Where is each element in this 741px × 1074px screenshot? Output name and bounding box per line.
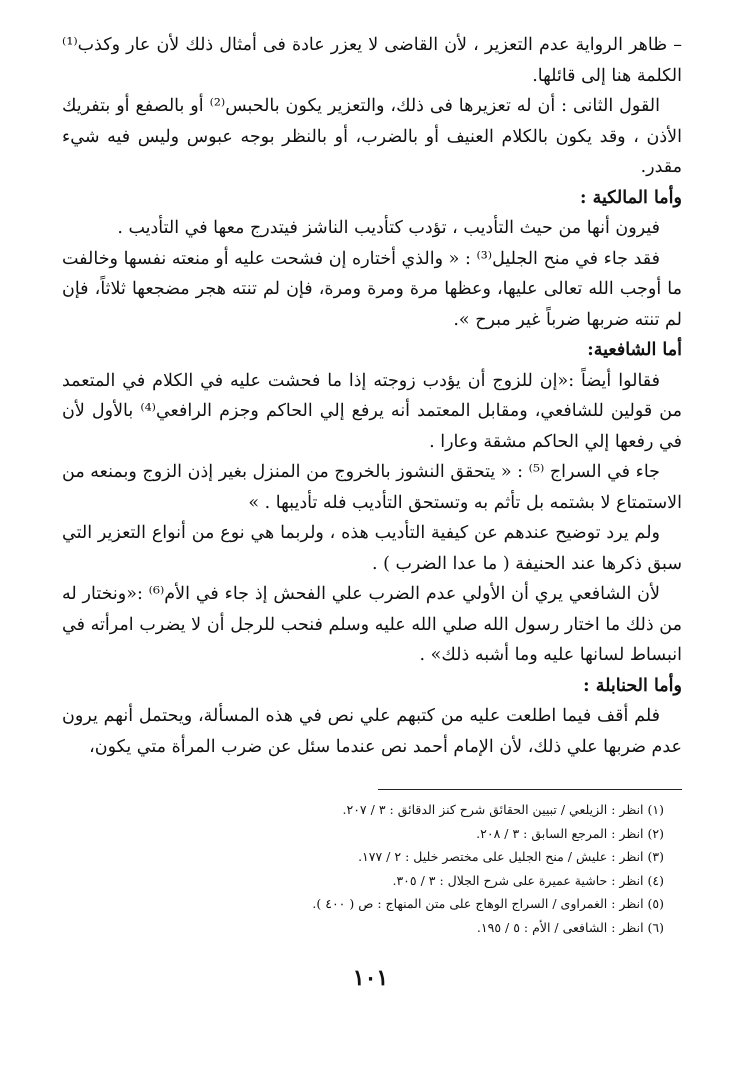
paragraph-1: – ظاهر الرواية عدم التعزير ، لأن القاضى لا يعزر عادة فى أمثال ذلك لأن عار وكذب⁽¹⁾ الكلمة هنا إلى قائلها. bbox=[62, 35, 682, 86]
paragraph-3: فيرون أنها من حيث التأديب ، تؤدب كتأديب الناشز فيتدرج معها في التأديب . bbox=[117, 218, 660, 238]
footnote-divider bbox=[378, 789, 682, 790]
paragraph-6: جاء في السراج ⁽⁵⁾ : « يتحقق النشوز بالخروج من المنزل بغير إذن الزوج وبمنعه من الاستمتاع لا بشتمه بل تأثم به وتستحق التأديب فله تأديبها . » bbox=[62, 462, 682, 513]
page-body bbox=[62, 30, 682, 762]
paragraph-9: فلم أقف فيما اطلعت عليه من كتبهم علي نص في هذه المسألة، ويحتمل أنهم يرون عدم ضربها علي ذلك، لأن الإمام أحمد نص عندما سئل عن ضرب المرأة متي يكون، bbox=[62, 706, 682, 757]
footnote-5: (٥) انظر : الغمراوى / السراج الوهاج على متن المنهاج : ص ( ٤٠٠ ). bbox=[312, 896, 664, 911]
paragraph-8: لأن الشافعي يري أن الأولي عدم الضرب علي الفحش إذ جاء في الأم⁽⁶⁾ :«ونختار له من ذلك ما اختار رسول الله صلي الله عليه وسلم فنحب للرجل أن لا يضرب امرأته في انبساط لسانها عليه وما أشبه ذلك» . bbox=[62, 584, 682, 665]
heading-hanabila: وأما الحنابلة : bbox=[583, 675, 682, 696]
footnote-2: (٢) انظر : المرجع السابق : ٣ / ٢٠٨. bbox=[476, 825, 664, 841]
footnote-1: (١) انظر : الزيلعي / تبيين الحقائق شرح كنز الدقائق : ٣ / ٢٠٧. bbox=[342, 802, 664, 817]
paragraph-7: ولم يرد توضيح عندهم عن كيفية التأديب هذه ، ولربما هي نوع من أنواع التعزير التي سبق ذكرها عند الحنيفة ( ما عدا الضرب ) . bbox=[62, 523, 682, 574]
main-text bbox=[62, 30, 682, 762]
heading-malikiyya: وأما المالكية : bbox=[580, 187, 682, 208]
paragraph-4: فقد جاء في منح الجليل⁽³⁾ : « والذي أختاره إن فشحت عليه أو منعته نفسها وخالفت ما أوجب الله تعالى عليها، وعظها مرة ومرة ومرة، فإن لم تنته هجر مضجعها ثلاثاً، فإن لم تنته ضربها ضرباً غير مبرح ». bbox=[62, 248, 682, 330]
page-number: ١٠١ bbox=[352, 965, 389, 991]
footnotes bbox=[62, 798, 664, 939]
paragraph-5: فقالوا أيضاً :«إن للزوج أن يؤدب زوجته إذا ما فحشت عليه في الكلام في المتعمد من قولين للشافعي، ومقابل المعتمد أنه يرفع إلي الحاكم وجزم الرافعي⁽⁴⁾ بالأول لأن في رفعها إلي الحاكم مشقة وعارا . bbox=[62, 370, 683, 452]
footnote-6: (٦) انظر : الشافعى / الأم : ٥ / ١٩٥. bbox=[476, 919, 664, 935]
footnote-4: (٤) انظر : حاشية عميرة على شرح الجلال : ٣ / ٣٠٥. bbox=[392, 872, 664, 888]
heading-shafiiyya: أما الشافعية: bbox=[587, 340, 682, 360]
footnote-3: (٣) انظر : عليش / منح الجليل على مختصر خليل : ٢ / ١٧٧. bbox=[358, 849, 664, 864]
paragraph-2: القول الثانى : أن له تعزيرها فى ذلك، والتعزير يكون بالحبس⁽²⁾ أو بالصفع أو بتفريك الأذن ، وقد يكون بالكلام العنيف أو بالضرب، أو بالنظر بوجه عبوس وليس فيه شيء مقدر. bbox=[62, 96, 682, 177]
